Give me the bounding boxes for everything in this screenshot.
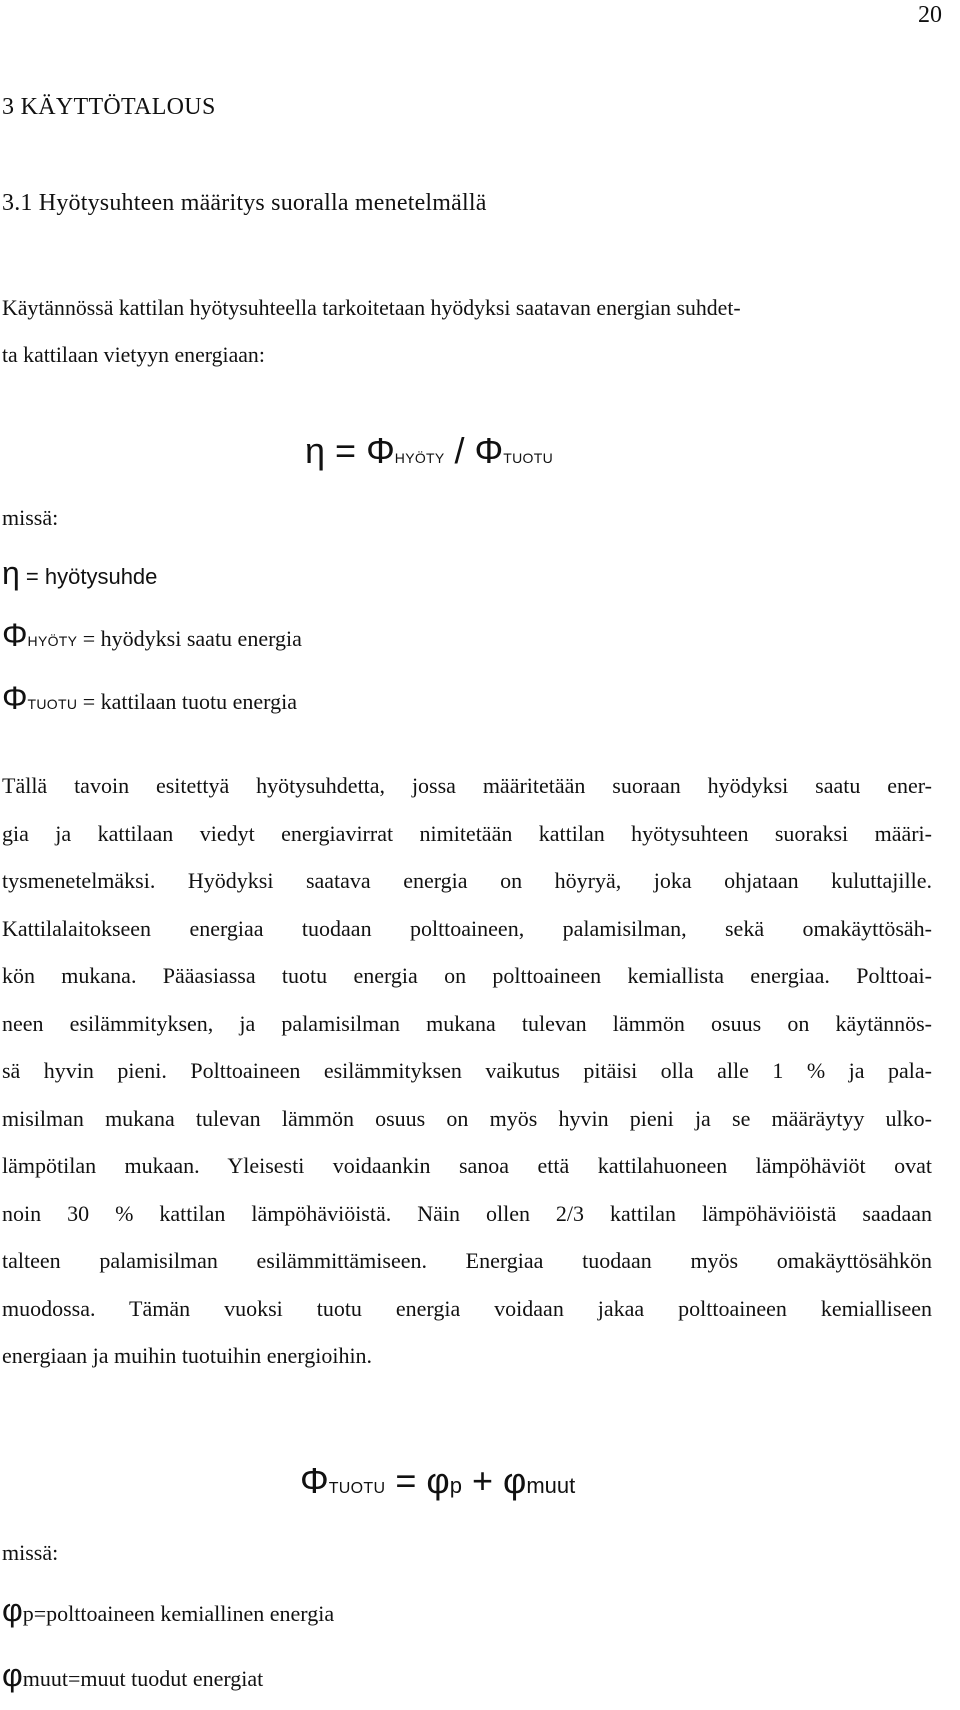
- intro-line: Käytännössä kattilan hyötysuhteella tarkoitetaan hyödyksi saatavan energian suhdet-: [2, 296, 741, 320]
- page-number: 20: [918, 2, 942, 28]
- subscript-tuotu: TUOTU: [27, 696, 78, 712]
- paragraph-line: noin 30 % kattilan lämpöhäviöistä. Näin ollen 2/3 kattilan lämpöhäviöistä saadaan: [2, 1200, 932, 1226]
- phi-symbol: Φ: [474, 430, 504, 471]
- formula-equals: =: [325, 430, 367, 471]
- varphi-symbol: φ: [2, 1592, 23, 1628]
- paragraph-line: lämpötilan mukaan. Yleisesti voidaankin sanoa että kattilahuoneen lämpöhäviöt ovat: [2, 1153, 932, 1178]
- definition-text: p=polttoaineen kemiallinen energia: [22, 1601, 335, 1626]
- definition-text: = hyödyksi saatu energia: [77, 626, 302, 651]
- paragraph-line: neen esilämmityksen, ja palamisilman mukana tulevan lämmön osuus on käytännös-: [2, 1010, 932, 1036]
- subscript-tuotu: TUOTU: [503, 450, 553, 466]
- subscript-hyoty: HYÖTY: [394, 450, 445, 466]
- section-heading: 3.1 Hyötysuhteen määritys suoralla menetelmällä: [2, 190, 487, 216]
- paragraph-line: Kattilalaitokseen energiaa tuodaan polttoaineen, palamisilman, sekä omakäyttösäh-: [2, 915, 932, 941]
- body-paragraph: [2, 762, 932, 1380]
- paragraph-line: kön mukana. Pääasiassa tuotu energia on polttoaineen kemiallista energiaa. Polttoai-: [2, 963, 932, 988]
- subscript-p: p: [449, 1473, 462, 1498]
- phi-symbol: Φ: [2, 617, 28, 653]
- definition-varphi-p: [2, 1592, 334, 1629]
- eta-symbol: η: [2, 555, 20, 591]
- definition-phi-hyoty: [2, 617, 302, 654]
- varphi-symbol: φ: [2, 1657, 23, 1693]
- phi-symbol: Φ: [366, 430, 395, 471]
- phi-symbol: Φ: [2, 680, 28, 716]
- subscript-tuotu: TUOTU: [328, 1480, 386, 1497]
- formula-equals: =: [385, 1460, 427, 1501]
- where-label: missä:: [2, 1540, 59, 1565]
- paragraph-line: sä hyvin pieni. Polttoaineen esilämmityksen vaikutus pitäisi olla alle 1 % ja pala-: [2, 1058, 932, 1083]
- paragraph-line: energiaan ja muihin tuotuihin energioihin.: [2, 1343, 373, 1368]
- intro-paragraph: [2, 285, 932, 379]
- subscript-hyoty: HYÖTY: [27, 633, 78, 649]
- input-energy-formula: [300, 1460, 575, 1502]
- definition-text: = kattilaan tuotu energia: [77, 689, 297, 714]
- paragraph-line: talteen palamisilman esilämmittämiseen. Energiaa tuodaan myös omakäyttösähkön: [2, 1248, 932, 1273]
- definition-text: = hyötysuhde: [19, 564, 158, 589]
- definition-text: muut=muut tuodut energiat: [22, 1666, 264, 1691]
- formula-slash: /: [444, 430, 475, 471]
- paragraph-line: Tällä tavoin esitettyä hyötysuhdetta, jossa määritetään suoraan hyödyksi saatu ener-: [2, 773, 932, 798]
- paragraph-line: muodossa. Tämän vuoksi tuotu energia voidaan jakaa polttoaineen kemialliseen: [2, 1295, 932, 1321]
- definition-phi-tuotu: [2, 680, 297, 717]
- paragraph-line: tysmenetelmäksi. Hyödyksi saatava energia on höyryä, joka ohjataan kuluttajille.: [2, 868, 932, 893]
- definition-eta: [2, 555, 157, 592]
- intro-line: ta kattilaan vietyyn energiaan:: [2, 343, 265, 367]
- subscript-muut: muut: [526, 1473, 576, 1498]
- varphi-symbol: φ: [503, 1460, 527, 1501]
- efficiency-formula: [305, 430, 553, 472]
- eta-symbol: η: [305, 430, 326, 471]
- phi-symbol: Φ: [300, 1460, 329, 1501]
- chapter-heading: 3 KÄYTTÖTALOUS: [2, 94, 216, 120]
- varphi-symbol: φ: [426, 1460, 450, 1501]
- definition-varphi-muut: [2, 1657, 263, 1694]
- formula-plus: +: [461, 1460, 503, 1501]
- where-label: missä:: [2, 505, 59, 530]
- paragraph-line: misilman mukana tulevan lämmön osuus on myös hyvin pieni ja se määräytyy ulko-: [2, 1105, 932, 1131]
- paragraph-line: gia ja kattilaan viedyt energiavirrat nimitetään kattilan hyötysuhteen suoraksi määri-: [2, 820, 932, 846]
